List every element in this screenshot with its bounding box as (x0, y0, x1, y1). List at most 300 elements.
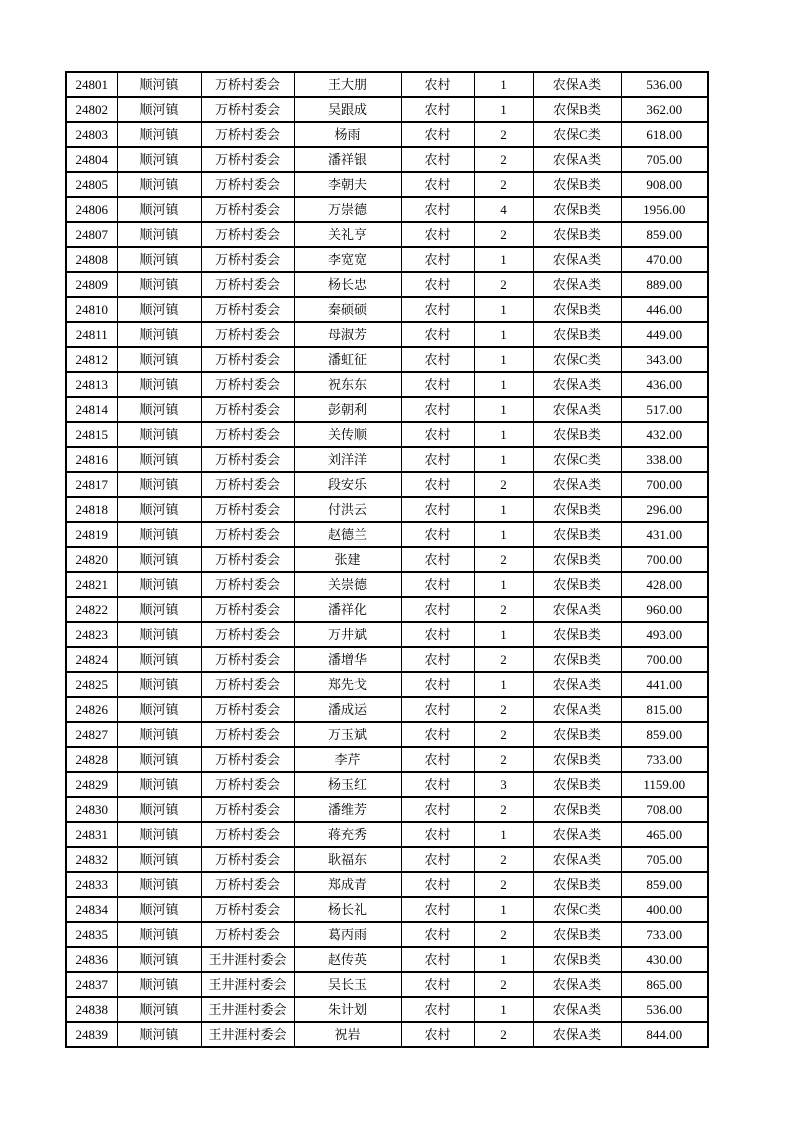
cell-resident-type: 农村 (401, 397, 474, 422)
cell-person-name: 王大朋 (294, 72, 401, 97)
cell-person-count: 2 (474, 222, 533, 247)
cell-amount: 733.00 (621, 747, 708, 772)
cell-insurance-class: 农保B类 (533, 647, 621, 672)
cell-resident-type: 农村 (401, 472, 474, 497)
cell-resident-type: 农村 (401, 372, 474, 397)
cell-person-count: 2 (474, 472, 533, 497)
cell-resident-type: 农村 (401, 647, 474, 672)
cell-resident-type: 农村 (401, 297, 474, 322)
cell-village-committee: 万桥村委会 (201, 922, 294, 947)
cell-person-name: 张建 (294, 547, 401, 572)
table-row (66, 397, 708, 422)
cell-village-committee: 万桥村委会 (201, 722, 294, 747)
cell-person-count: 1 (474, 97, 533, 122)
cell-insurance-class: 农保B类 (533, 772, 621, 797)
table-row (66, 122, 708, 147)
cell-town: 顺河镇 (117, 472, 201, 497)
cell-serial-number: 24807 (66, 222, 117, 247)
cell-town: 顺河镇 (117, 297, 201, 322)
cell-person-name: 祝东东 (294, 372, 401, 397)
cell-town: 顺河镇 (117, 222, 201, 247)
cell-person-name: 万玉斌 (294, 722, 401, 747)
cell-town: 顺河镇 (117, 322, 201, 347)
table-row (66, 97, 708, 122)
cell-insurance-class: 农保B类 (533, 497, 621, 522)
cell-insurance-class: 农保A类 (533, 247, 621, 272)
table-row (66, 522, 708, 547)
cell-amount: 700.00 (621, 472, 708, 497)
cell-person-count: 2 (474, 122, 533, 147)
cell-insurance-class: 农保B类 (533, 547, 621, 572)
cell-resident-type: 农村 (401, 697, 474, 722)
cell-insurance-class: 农保C类 (533, 347, 621, 372)
cell-person-name: 杨玉红 (294, 772, 401, 797)
cell-serial-number: 24808 (66, 247, 117, 272)
cell-amount: 428.00 (621, 572, 708, 597)
cell-person-name: 母淑芳 (294, 322, 401, 347)
cell-person-count: 1 (474, 422, 533, 447)
cell-town: 顺河镇 (117, 172, 201, 197)
cell-insurance-class: 农保A类 (533, 847, 621, 872)
cell-resident-type: 农村 (401, 772, 474, 797)
cell-amount: 431.00 (621, 522, 708, 547)
cell-village-committee: 万桥村委会 (201, 347, 294, 372)
cell-person-name: 关崇德 (294, 572, 401, 597)
cell-insurance-class: 农保B类 (533, 922, 621, 947)
cell-town: 顺河镇 (117, 347, 201, 372)
cell-person-count: 1 (474, 322, 533, 347)
cell-resident-type: 农村 (401, 72, 474, 97)
cell-person-count: 2 (474, 697, 533, 722)
cell-village-committee: 万桥村委会 (201, 447, 294, 472)
cell-serial-number: 24811 (66, 322, 117, 347)
cell-village-committee: 万桥村委会 (201, 172, 294, 197)
table-row (66, 697, 708, 722)
cell-resident-type: 农村 (401, 672, 474, 697)
cell-resident-type: 农村 (401, 897, 474, 922)
cell-person-count: 2 (474, 1022, 533, 1047)
cell-resident-type: 农村 (401, 922, 474, 947)
cell-person-name: 李芹 (294, 747, 401, 772)
cell-person-count: 2 (474, 922, 533, 947)
cell-village-committee: 万桥村委会 (201, 897, 294, 922)
cell-amount: 859.00 (621, 722, 708, 747)
cell-person-name: 蒋充秀 (294, 822, 401, 847)
cell-person-count: 1 (474, 247, 533, 272)
cell-amount: 1159.00 (621, 772, 708, 797)
cell-town: 顺河镇 (117, 772, 201, 797)
cell-person-name: 杨雨 (294, 122, 401, 147)
table-row (66, 1022, 708, 1047)
table-row (66, 722, 708, 747)
cell-amount: 815.00 (621, 697, 708, 722)
cell-town: 顺河镇 (117, 622, 201, 647)
table-row (66, 572, 708, 597)
cell-village-committee: 万桥村委会 (201, 822, 294, 847)
cell-person-count: 2 (474, 547, 533, 572)
cell-amount: 465.00 (621, 822, 708, 847)
cell-person-count: 1 (474, 947, 533, 972)
cell-insurance-class: 农保B类 (533, 797, 621, 822)
table-row (66, 297, 708, 322)
cell-resident-type: 农村 (401, 447, 474, 472)
cell-village-committee: 万桥村委会 (201, 522, 294, 547)
table-row (66, 222, 708, 247)
cell-amount: 859.00 (621, 872, 708, 897)
cell-person-count: 1 (474, 297, 533, 322)
cell-village-committee: 万桥村委会 (201, 72, 294, 97)
cell-serial-number: 24802 (66, 97, 117, 122)
table-row (66, 547, 708, 572)
cell-resident-type: 农村 (401, 422, 474, 447)
cell-serial-number: 24833 (66, 872, 117, 897)
table-row (66, 772, 708, 797)
cell-town: 顺河镇 (117, 122, 201, 147)
cell-amount: 436.00 (621, 372, 708, 397)
cell-resident-type: 农村 (401, 997, 474, 1022)
table-row (66, 597, 708, 622)
cell-village-committee: 万桥村委会 (201, 547, 294, 572)
cell-amount: 536.00 (621, 72, 708, 97)
cell-town: 顺河镇 (117, 72, 201, 97)
table-row (66, 972, 708, 997)
cell-person-name: 万井斌 (294, 622, 401, 647)
cell-person-count: 3 (474, 772, 533, 797)
cell-town: 顺河镇 (117, 972, 201, 997)
cell-person-name: 潘增华 (294, 647, 401, 672)
table-row (66, 747, 708, 772)
cell-village-committee: 王井涯村委会 (201, 972, 294, 997)
cell-insurance-class: 农保B类 (533, 747, 621, 772)
cell-town: 顺河镇 (117, 497, 201, 522)
cell-resident-type: 农村 (401, 172, 474, 197)
cell-amount: 536.00 (621, 997, 708, 1022)
cell-town: 顺河镇 (117, 147, 201, 172)
cell-serial-number: 24827 (66, 722, 117, 747)
table-row (66, 147, 708, 172)
cell-amount: 700.00 (621, 647, 708, 672)
cell-amount: 446.00 (621, 297, 708, 322)
cell-person-count: 1 (474, 997, 533, 1022)
cell-town: 顺河镇 (117, 647, 201, 672)
cell-serial-number: 24838 (66, 997, 117, 1022)
cell-amount: 705.00 (621, 147, 708, 172)
cell-serial-number: 24805 (66, 172, 117, 197)
cell-resident-type: 农村 (401, 722, 474, 747)
cell-person-count: 2 (474, 872, 533, 897)
cell-resident-type: 农村 (401, 597, 474, 622)
cell-insurance-class: 农保B类 (533, 572, 621, 597)
cell-insurance-class: 农保B类 (533, 197, 621, 222)
table-row (66, 797, 708, 822)
cell-village-committee: 万桥村委会 (201, 422, 294, 447)
table-row (66, 422, 708, 447)
table-row (66, 822, 708, 847)
table-row (66, 997, 708, 1022)
cell-town: 顺河镇 (117, 672, 201, 697)
cell-village-committee: 万桥村委会 (201, 322, 294, 347)
cell-person-count: 1 (474, 897, 533, 922)
cell-town: 顺河镇 (117, 597, 201, 622)
cell-amount: 430.00 (621, 947, 708, 972)
cell-resident-type: 农村 (401, 847, 474, 872)
cell-village-committee: 王井涯村委会 (201, 997, 294, 1022)
cell-person-name: 朱计划 (294, 997, 401, 1022)
cell-person-count: 2 (474, 147, 533, 172)
cell-amount: 960.00 (621, 597, 708, 622)
cell-serial-number: 24839 (66, 1022, 117, 1047)
cell-village-committee: 万桥村委会 (201, 247, 294, 272)
cell-insurance-class: 农保C类 (533, 897, 621, 922)
cell-amount: 1956.00 (621, 197, 708, 222)
table-row (66, 897, 708, 922)
cell-serial-number: 24826 (66, 697, 117, 722)
cell-serial-number: 24815 (66, 422, 117, 447)
cell-amount: 700.00 (621, 547, 708, 572)
cell-person-count: 1 (474, 572, 533, 597)
cell-village-committee: 万桥村委会 (201, 872, 294, 897)
cell-town: 顺河镇 (117, 272, 201, 297)
cell-person-name: 段安乐 (294, 472, 401, 497)
cell-amount: 844.00 (621, 1022, 708, 1047)
table-row (66, 372, 708, 397)
cell-person-name: 赵德兰 (294, 522, 401, 547)
cell-insurance-class: 农保A类 (533, 397, 621, 422)
table-row (66, 647, 708, 672)
cell-person-count: 4 (474, 197, 533, 222)
cell-town: 顺河镇 (117, 922, 201, 947)
cell-village-committee: 万桥村委会 (201, 97, 294, 122)
cell-serial-number: 24817 (66, 472, 117, 497)
cell-insurance-class: 农保B类 (533, 947, 621, 972)
table-row (66, 172, 708, 197)
cell-insurance-class: 农保B类 (533, 872, 621, 897)
cell-town: 顺河镇 (117, 847, 201, 872)
cell-amount: 343.00 (621, 347, 708, 372)
cell-insurance-class: 农保A类 (533, 272, 621, 297)
cell-resident-type: 农村 (401, 872, 474, 897)
cell-person-count: 2 (474, 797, 533, 822)
table-row (66, 322, 708, 347)
cell-serial-number: 24824 (66, 647, 117, 672)
cell-village-committee: 万桥村委会 (201, 797, 294, 822)
table-row (66, 197, 708, 222)
cell-town: 顺河镇 (117, 522, 201, 547)
cell-resident-type: 农村 (401, 272, 474, 297)
cell-village-committee: 万桥村委会 (201, 847, 294, 872)
cell-town: 顺河镇 (117, 822, 201, 847)
cell-person-count: 2 (474, 172, 533, 197)
cell-person-count: 2 (474, 597, 533, 622)
cell-village-committee: 万桥村委会 (201, 672, 294, 697)
cell-person-name: 李宽宽 (294, 247, 401, 272)
cell-person-count: 1 (474, 72, 533, 97)
cell-insurance-class: 农保A类 (533, 997, 621, 1022)
cell-person-count: 1 (474, 497, 533, 522)
cell-town: 顺河镇 (117, 247, 201, 272)
cell-person-count: 2 (474, 722, 533, 747)
cell-village-committee: 王井涯村委会 (201, 1022, 294, 1047)
table-row (66, 272, 708, 297)
cell-town: 顺河镇 (117, 722, 201, 747)
cell-resident-type: 农村 (401, 522, 474, 547)
cell-town: 顺河镇 (117, 447, 201, 472)
cell-insurance-class: 农保C类 (533, 122, 621, 147)
cell-resident-type: 农村 (401, 322, 474, 347)
cell-serial-number: 24814 (66, 397, 117, 422)
cell-insurance-class: 农保A类 (533, 672, 621, 697)
cell-town: 顺河镇 (117, 397, 201, 422)
table-row (66, 847, 708, 872)
cell-amount: 733.00 (621, 922, 708, 947)
cell-resident-type: 农村 (401, 147, 474, 172)
cell-person-name: 付洪云 (294, 497, 401, 522)
cell-person-count: 1 (474, 522, 533, 547)
cell-village-committee: 万桥村委会 (201, 297, 294, 322)
cell-serial-number: 24810 (66, 297, 117, 322)
cell-insurance-class: 农保B类 (533, 172, 621, 197)
cell-town: 顺河镇 (117, 197, 201, 222)
cell-person-count: 2 (474, 647, 533, 672)
cell-amount: 708.00 (621, 797, 708, 822)
cell-insurance-class: 农保A类 (533, 72, 621, 97)
cell-serial-number: 24804 (66, 147, 117, 172)
cell-person-name: 郑先戈 (294, 672, 401, 697)
cell-town: 顺河镇 (117, 872, 201, 897)
cell-town: 顺河镇 (117, 997, 201, 1022)
cell-town: 顺河镇 (117, 372, 201, 397)
cell-person-name: 杨长礼 (294, 897, 401, 922)
cell-amount: 296.00 (621, 497, 708, 522)
cell-serial-number: 24828 (66, 747, 117, 772)
cell-town: 顺河镇 (117, 747, 201, 772)
cell-serial-number: 24818 (66, 497, 117, 522)
cell-serial-number: 24836 (66, 947, 117, 972)
cell-person-name: 彭朝利 (294, 397, 401, 422)
cell-village-committee: 万桥村委会 (201, 772, 294, 797)
cell-serial-number: 24816 (66, 447, 117, 472)
cell-amount: 441.00 (621, 672, 708, 697)
cell-village-committee: 万桥村委会 (201, 747, 294, 772)
table-row (66, 472, 708, 497)
cell-town: 顺河镇 (117, 1022, 201, 1047)
cell-insurance-class: 农保B类 (533, 322, 621, 347)
cell-resident-type: 农村 (401, 622, 474, 647)
cell-amount: 889.00 (621, 272, 708, 297)
cell-serial-number: 24820 (66, 547, 117, 572)
table-row (66, 872, 708, 897)
cell-resident-type: 农村 (401, 572, 474, 597)
cell-person-count: 1 (474, 372, 533, 397)
cell-person-name: 潘虹征 (294, 347, 401, 372)
cell-town: 顺河镇 (117, 697, 201, 722)
cell-insurance-class: 农保A类 (533, 697, 621, 722)
cell-person-name: 葛丙雨 (294, 922, 401, 947)
cell-serial-number: 24823 (66, 622, 117, 647)
cell-serial-number: 24835 (66, 922, 117, 947)
cell-village-committee: 万桥村委会 (201, 697, 294, 722)
cell-serial-number: 24830 (66, 797, 117, 822)
cell-village-committee: 万桥村委会 (201, 397, 294, 422)
cell-person-count: 1 (474, 822, 533, 847)
cell-person-name: 杨长忠 (294, 272, 401, 297)
cell-serial-number: 24821 (66, 572, 117, 597)
cell-village-committee: 万桥村委会 (201, 497, 294, 522)
cell-amount: 859.00 (621, 222, 708, 247)
cell-amount: 908.00 (621, 172, 708, 197)
cell-village-committee: 王井涯村委会 (201, 947, 294, 972)
cell-amount: 618.00 (621, 122, 708, 147)
cell-village-committee: 万桥村委会 (201, 272, 294, 297)
cell-person-name: 潘祥银 (294, 147, 401, 172)
cell-person-count: 1 (474, 397, 533, 422)
cell-town: 顺河镇 (117, 947, 201, 972)
cell-person-name: 耿福东 (294, 847, 401, 872)
cell-insurance-class: 农保A类 (533, 472, 621, 497)
table-body (66, 72, 708, 1047)
cell-amount: 865.00 (621, 972, 708, 997)
cell-serial-number: 24806 (66, 197, 117, 222)
cell-resident-type: 农村 (401, 497, 474, 522)
cell-resident-type: 农村 (401, 122, 474, 147)
cell-person-count: 1 (474, 347, 533, 372)
cell-insurance-class: 农保B类 (533, 297, 621, 322)
cell-serial-number: 24837 (66, 972, 117, 997)
cell-serial-number: 24813 (66, 372, 117, 397)
cell-person-count: 2 (474, 747, 533, 772)
cell-village-committee: 万桥村委会 (201, 647, 294, 672)
cell-resident-type: 农村 (401, 247, 474, 272)
cell-resident-type: 农村 (401, 1022, 474, 1047)
cell-village-committee: 万桥村委会 (201, 222, 294, 247)
table-row (66, 497, 708, 522)
table-row (66, 947, 708, 972)
cell-town: 顺河镇 (117, 547, 201, 572)
cell-serial-number: 24803 (66, 122, 117, 147)
cell-resident-type: 农村 (401, 222, 474, 247)
cell-person-name: 吴长玉 (294, 972, 401, 997)
cell-resident-type: 农村 (401, 347, 474, 372)
cell-insurance-class: 农保B类 (533, 622, 621, 647)
cell-serial-number: 24801 (66, 72, 117, 97)
cell-person-count: 1 (474, 447, 533, 472)
cell-serial-number: 24822 (66, 597, 117, 622)
pension-roster-table (65, 71, 709, 1048)
cell-village-committee: 万桥村委会 (201, 372, 294, 397)
cell-person-count: 1 (474, 622, 533, 647)
cell-person-name: 吴跟成 (294, 97, 401, 122)
cell-insurance-class: 农保B类 (533, 722, 621, 747)
cell-person-name: 关传顺 (294, 422, 401, 447)
cell-resident-type: 农村 (401, 822, 474, 847)
cell-village-committee: 万桥村委会 (201, 622, 294, 647)
cell-serial-number: 24812 (66, 347, 117, 372)
cell-serial-number: 24819 (66, 522, 117, 547)
table-row (66, 672, 708, 697)
cell-resident-type: 农村 (401, 97, 474, 122)
cell-amount: 705.00 (621, 847, 708, 872)
cell-serial-number: 24829 (66, 772, 117, 797)
cell-amount: 517.00 (621, 397, 708, 422)
cell-insurance-class: 农保A类 (533, 147, 621, 172)
cell-resident-type: 农村 (401, 197, 474, 222)
cell-person-name: 李朝夫 (294, 172, 401, 197)
table-row (66, 447, 708, 472)
table-row (66, 72, 708, 97)
cell-village-committee: 万桥村委会 (201, 147, 294, 172)
cell-person-name: 万崇德 (294, 197, 401, 222)
cell-village-committee: 万桥村委会 (201, 572, 294, 597)
